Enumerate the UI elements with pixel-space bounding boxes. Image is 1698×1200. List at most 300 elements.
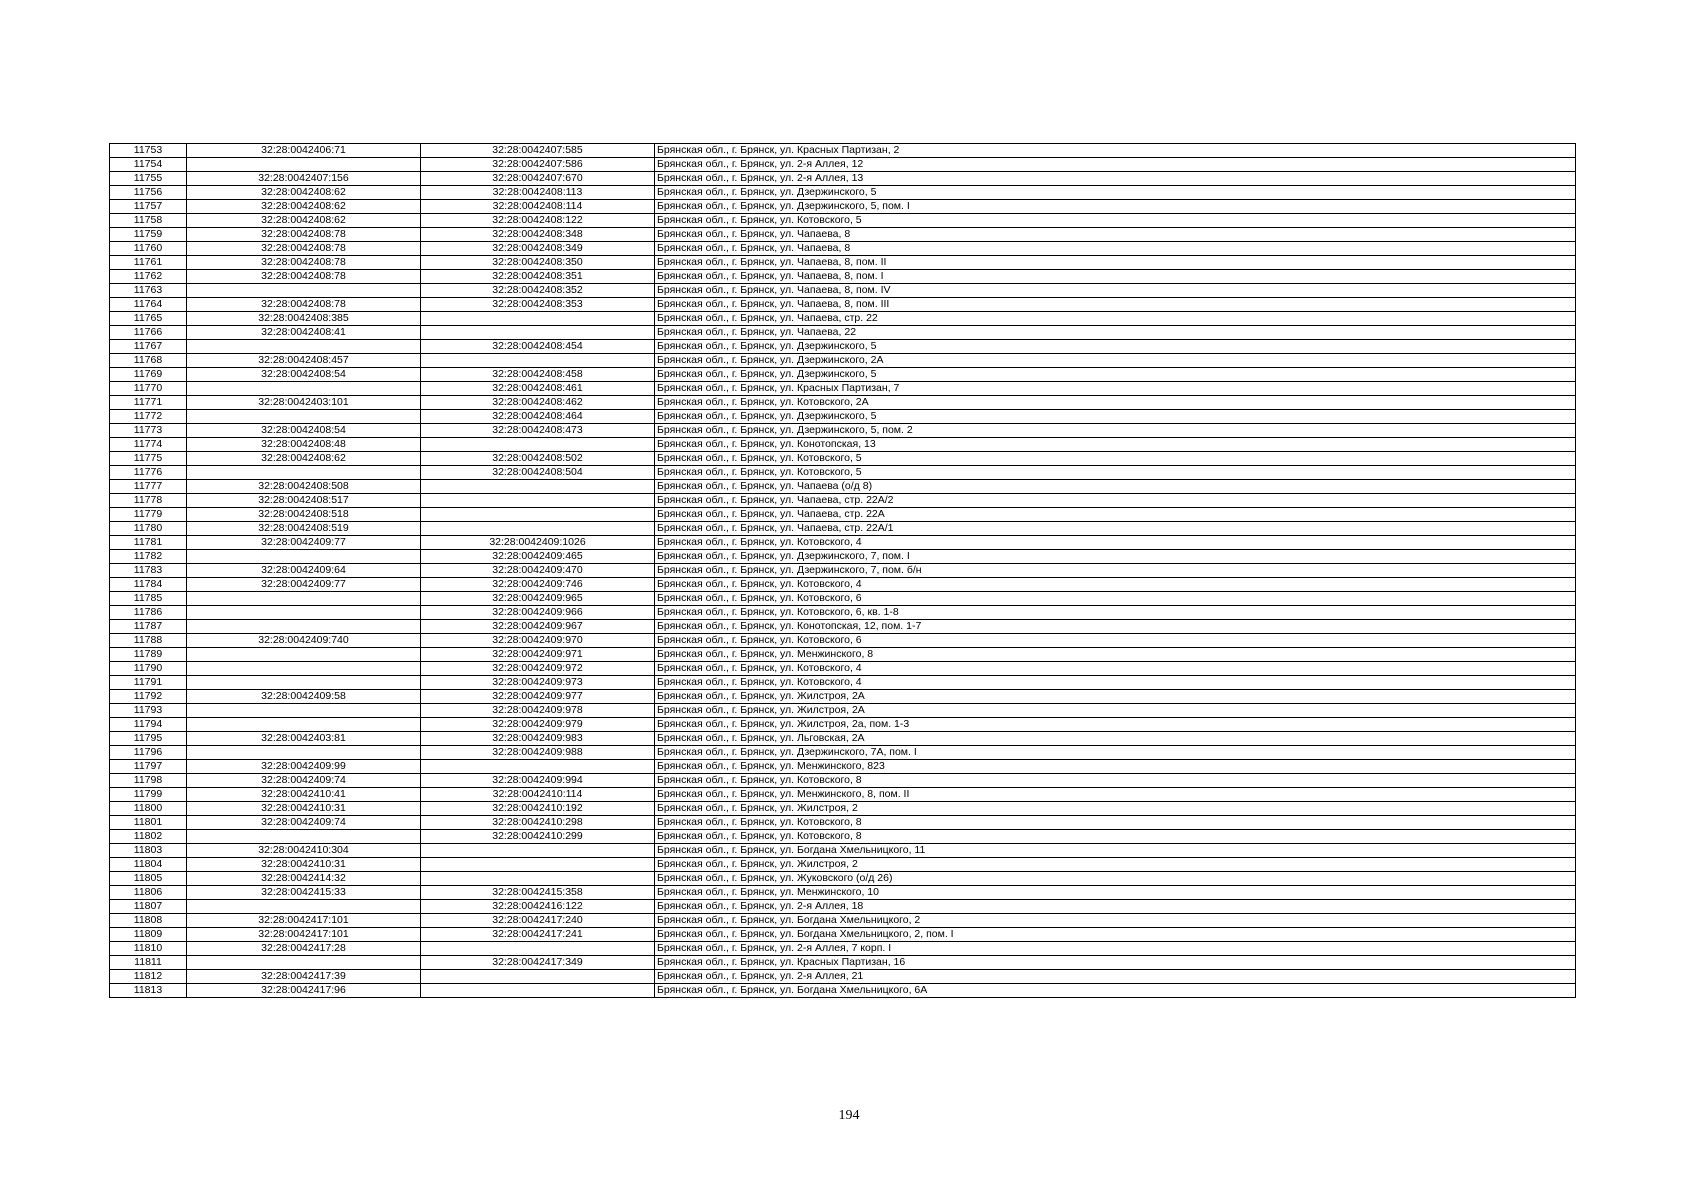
table-row bbox=[110, 466, 1576, 480]
parcel-number-cell: 32:28:0042410:31 bbox=[187, 802, 421, 816]
row-number-cell: 11791 bbox=[110, 676, 187, 690]
table-row bbox=[110, 550, 1576, 564]
parcel-number-cell: 32:28:0042409:740 bbox=[187, 634, 421, 648]
parcel-number-cell bbox=[187, 746, 421, 760]
building-number-cell bbox=[421, 970, 655, 984]
table-row bbox=[110, 522, 1576, 536]
address-cell: Брянская обл., г. Брянск, ул. Менжинского, 8 bbox=[655, 648, 1576, 662]
building-number-cell: 32:28:0042409:988 bbox=[421, 746, 655, 760]
row-number-cell: 11773 bbox=[110, 424, 187, 438]
parcel-number-cell: 32:28:0042403:101 bbox=[187, 396, 421, 410]
table-row bbox=[110, 312, 1576, 326]
address-cell: Брянская обл., г. Брянск, ул. Котовского, 4 bbox=[655, 676, 1576, 690]
parcel-number-cell: 32:28:0042409:58 bbox=[187, 690, 421, 704]
row-number-cell: 11777 bbox=[110, 480, 187, 494]
row-number-cell: 11787 bbox=[110, 620, 187, 634]
table-row bbox=[110, 452, 1576, 466]
table-row bbox=[110, 788, 1576, 802]
address-cell: Брянская обл., г. Брянск, ул. Дзержинского, 7, пом. б/н bbox=[655, 564, 1576, 578]
row-number-cell: 11807 bbox=[110, 900, 187, 914]
row-number-cell: 11813 bbox=[110, 984, 187, 998]
table-row bbox=[110, 326, 1576, 340]
row-number-cell: 11802 bbox=[110, 830, 187, 844]
parcel-number-cell bbox=[187, 704, 421, 718]
parcel-number-cell bbox=[187, 830, 421, 844]
building-number-cell: 32:28:0042408:353 bbox=[421, 298, 655, 312]
address-cell: Брянская обл., г. Брянск, ул. Чапаева, 8 bbox=[655, 242, 1576, 256]
row-number-cell: 11767 bbox=[110, 340, 187, 354]
address-cell: Брянская обл., г. Брянск, ул. Жилстроя, 2а, пом. 1-3 bbox=[655, 718, 1576, 732]
table-row bbox=[110, 438, 1576, 452]
building-number-cell: 32:28:0042407:670 bbox=[421, 172, 655, 186]
row-number-cell: 11763 bbox=[110, 284, 187, 298]
table-body bbox=[110, 144, 1576, 998]
table-row bbox=[110, 200, 1576, 214]
address-cell: Брянская обл., г. Брянск, ул. Котовского, 4 bbox=[655, 578, 1576, 592]
parcel-number-cell: 32:28:0042408:62 bbox=[187, 200, 421, 214]
table-row bbox=[110, 592, 1576, 606]
building-number-cell: 32:28:0042407:585 bbox=[421, 144, 655, 158]
parcel-number-cell: 32:28:0042408:62 bbox=[187, 186, 421, 200]
table-row bbox=[110, 494, 1576, 508]
table-row bbox=[110, 186, 1576, 200]
row-number-cell: 11756 bbox=[110, 186, 187, 200]
row-number-cell: 11805 bbox=[110, 872, 187, 886]
row-number-cell: 11755 bbox=[110, 172, 187, 186]
row-number-cell: 11808 bbox=[110, 914, 187, 928]
parcel-number-cell bbox=[187, 340, 421, 354]
building-number-cell: 32:28:0042408:350 bbox=[421, 256, 655, 270]
address-cell: Брянская обл., г. Брянск, ул. Жилстроя, 2А bbox=[655, 704, 1576, 718]
row-number-cell: 11792 bbox=[110, 690, 187, 704]
parcel-number-cell: 32:28:0042417:96 bbox=[187, 984, 421, 998]
address-cell: Брянская обл., г. Брянск, ул. Чапаева, 8, пом. I bbox=[655, 270, 1576, 284]
parcel-number-cell: 32:28:0042409:74 bbox=[187, 774, 421, 788]
row-number-cell: 11780 bbox=[110, 522, 187, 536]
address-cell: Брянская обл., г. Брянск, ул. 2-я Аллея, 13 bbox=[655, 172, 1576, 186]
table-row bbox=[110, 718, 1576, 732]
building-number-cell: 32:28:0042409:465 bbox=[421, 550, 655, 564]
address-cell: Брянская обл., г. Брянск, ул. Чапаева, стр. 22 bbox=[655, 312, 1576, 326]
address-cell: Брянская обл., г. Брянск, ул. Котовского, 5 bbox=[655, 466, 1576, 480]
row-number-cell: 11779 bbox=[110, 508, 187, 522]
row-number-cell: 11768 bbox=[110, 354, 187, 368]
parcel-number-cell: 32:28:0042406:71 bbox=[187, 144, 421, 158]
table-row bbox=[110, 620, 1576, 634]
table-row bbox=[110, 690, 1576, 704]
parcel-number-cell: 32:28:0042409:74 bbox=[187, 816, 421, 830]
table-row bbox=[110, 872, 1576, 886]
table-row bbox=[110, 340, 1576, 354]
table-row bbox=[110, 844, 1576, 858]
row-number-cell: 11809 bbox=[110, 928, 187, 942]
building-number-cell: 32:28:0042409:967 bbox=[421, 620, 655, 634]
row-number-cell: 11778 bbox=[110, 494, 187, 508]
address-cell: Брянская обл., г. Брянск, ул. Богдана Хмельницкого, 2, пом. I bbox=[655, 928, 1576, 942]
table-row bbox=[110, 774, 1576, 788]
parcel-number-cell: 32:28:0042417:101 bbox=[187, 914, 421, 928]
address-cell: Брянская обл., г. Брянск, ул. Котовского, 4 bbox=[655, 662, 1576, 676]
table-row bbox=[110, 900, 1576, 914]
building-number-cell: 32:28:0042408:349 bbox=[421, 242, 655, 256]
parcel-number-cell: 32:28:0042408:385 bbox=[187, 312, 421, 326]
parcel-number-cell: 32:28:0042408:78 bbox=[187, 228, 421, 242]
address-cell: Брянская обл., г. Брянск, ул. 2-я Аллея, 18 bbox=[655, 900, 1576, 914]
parcel-number-cell: 32:28:0042409:77 bbox=[187, 578, 421, 592]
building-number-cell bbox=[421, 312, 655, 326]
address-cell: Брянская обл., г. Брянск, ул. 2-я Аллея, 21 bbox=[655, 970, 1576, 984]
table-row bbox=[110, 172, 1576, 186]
address-cell: Брянская обл., г. Брянск, ул. Жилстроя, 2А bbox=[655, 690, 1576, 704]
table-row bbox=[110, 886, 1576, 900]
parcel-number-cell bbox=[187, 466, 421, 480]
row-number-cell: 11803 bbox=[110, 844, 187, 858]
row-number-cell: 11758 bbox=[110, 214, 187, 228]
building-number-cell bbox=[421, 326, 655, 340]
building-number-cell: 32:28:0042407:586 bbox=[421, 158, 655, 172]
row-number-cell: 11798 bbox=[110, 774, 187, 788]
parcel-number-cell: 32:28:0042408:519 bbox=[187, 522, 421, 536]
row-number-cell: 11759 bbox=[110, 228, 187, 242]
parcel-number-cell bbox=[187, 382, 421, 396]
row-number-cell: 11795 bbox=[110, 732, 187, 746]
row-number-cell: 11776 bbox=[110, 466, 187, 480]
table-row bbox=[110, 634, 1576, 648]
building-number-cell: 32:28:0042408:122 bbox=[421, 214, 655, 228]
table-row bbox=[110, 354, 1576, 368]
table-row bbox=[110, 564, 1576, 578]
row-number-cell: 11765 bbox=[110, 312, 187, 326]
row-number-cell: 11797 bbox=[110, 760, 187, 774]
address-cell: Брянская обл., г. Брянск, ул. Дзержинского, 5 bbox=[655, 186, 1576, 200]
row-number-cell: 11786 bbox=[110, 606, 187, 620]
row-number-cell: 11771 bbox=[110, 396, 187, 410]
building-number-cell: 32:28:0042417:240 bbox=[421, 914, 655, 928]
address-cell: Брянская обл., г. Брянск, ул. Менжинского, 10 bbox=[655, 886, 1576, 900]
row-number-cell: 11775 bbox=[110, 452, 187, 466]
table-row bbox=[110, 704, 1576, 718]
address-cell: Брянская обл., г. Брянск, ул. Котовского, 4 bbox=[655, 536, 1576, 550]
row-number-cell: 11754 bbox=[110, 158, 187, 172]
table-row bbox=[110, 480, 1576, 494]
row-number-cell: 11806 bbox=[110, 886, 187, 900]
address-cell: Брянская обл., г. Брянск, ул. Чапаева, стр. 22А/1 bbox=[655, 522, 1576, 536]
table-row bbox=[110, 536, 1576, 550]
parcel-number-cell: 32:28:0042409:64 bbox=[187, 564, 421, 578]
address-cell: Брянская обл., г. Брянск, ул. Жуковского (о/д 26) bbox=[655, 872, 1576, 886]
building-number-cell: 32:28:0042408:504 bbox=[421, 466, 655, 480]
parcel-number-cell: 32:28:0042417:28 bbox=[187, 942, 421, 956]
building-number-cell: 32:28:0042409:970 bbox=[421, 634, 655, 648]
parcel-number-cell bbox=[187, 900, 421, 914]
table-row bbox=[110, 144, 1576, 158]
parcel-number-cell: 32:28:0042408:517 bbox=[187, 494, 421, 508]
address-cell: Брянская обл., г. Брянск, ул. Жилстроя, 2 bbox=[655, 858, 1576, 872]
address-cell: Брянская обл., г. Брянск, ул. Чапаева, стр. 22А bbox=[655, 508, 1576, 522]
parcel-number-cell: 32:28:0042408:78 bbox=[187, 270, 421, 284]
address-cell: Брянская обл., г. Брянск, ул. Котовского, 2А bbox=[655, 396, 1576, 410]
parcel-number-cell: 32:28:0042408:457 bbox=[187, 354, 421, 368]
address-cell: Брянская обл., г. Брянск, ул. Дзержинского, 7А, пом. I bbox=[655, 746, 1576, 760]
parcel-number-cell bbox=[187, 648, 421, 662]
parcel-number-cell bbox=[187, 662, 421, 676]
address-cell: Брянская обл., г. Брянск, ул. Котовского, 6 bbox=[655, 592, 1576, 606]
parcel-number-cell: 32:28:0042408:78 bbox=[187, 242, 421, 256]
building-number-cell: 32:28:0042416:122 bbox=[421, 900, 655, 914]
parcel-number-cell bbox=[187, 410, 421, 424]
address-cell: Брянская обл., г. Брянск, ул. Конотопская, 12, пом. 1-7 bbox=[655, 620, 1576, 634]
row-number-cell: 11785 bbox=[110, 592, 187, 606]
parcel-number-cell bbox=[187, 676, 421, 690]
row-number-cell: 11804 bbox=[110, 858, 187, 872]
building-number-cell: 32:28:0042410:192 bbox=[421, 802, 655, 816]
building-number-cell bbox=[421, 480, 655, 494]
table-row bbox=[110, 256, 1576, 270]
building-number-cell bbox=[421, 508, 655, 522]
address-cell: Брянская обл., г. Брянск, ул. Менжинского, 823 bbox=[655, 760, 1576, 774]
parcel-number-cell: 32:28:0042408:54 bbox=[187, 424, 421, 438]
address-cell: Брянская обл., г. Брянск, ул. Чапаева, 8, пом. IV bbox=[655, 284, 1576, 298]
table-row bbox=[110, 970, 1576, 984]
building-number-cell: 32:28:0042409:977 bbox=[421, 690, 655, 704]
building-number-cell: 32:28:0042408:461 bbox=[421, 382, 655, 396]
building-number-cell: 32:28:0042408:352 bbox=[421, 284, 655, 298]
row-number-cell: 11774 bbox=[110, 438, 187, 452]
building-number-cell: 32:28:0042408:348 bbox=[421, 228, 655, 242]
building-number-cell: 32:28:0042409:966 bbox=[421, 606, 655, 620]
building-number-cell: 32:28:0042409:972 bbox=[421, 662, 655, 676]
building-number-cell: 32:28:0042409:1026 bbox=[421, 536, 655, 550]
row-number-cell: 11760 bbox=[110, 242, 187, 256]
building-number-cell bbox=[421, 942, 655, 956]
parcel-number-cell: 32:28:0042408:62 bbox=[187, 214, 421, 228]
building-number-cell: 32:28:0042409:994 bbox=[421, 774, 655, 788]
building-number-cell: 32:28:0042408:473 bbox=[421, 424, 655, 438]
table-row bbox=[110, 956, 1576, 970]
parcel-number-cell: 32:28:0042408:41 bbox=[187, 326, 421, 340]
table-row bbox=[110, 396, 1576, 410]
table-row bbox=[110, 410, 1576, 424]
table-row bbox=[110, 676, 1576, 690]
building-number-cell: 32:28:0042410:299 bbox=[421, 830, 655, 844]
address-cell: Брянская обл., г. Брянск, ул. Котовского, 8 bbox=[655, 830, 1576, 844]
building-number-cell: 32:28:0042409:973 bbox=[421, 676, 655, 690]
building-number-cell bbox=[421, 984, 655, 998]
building-number-cell: 32:28:0042408:114 bbox=[421, 200, 655, 214]
address-cell: Брянская обл., г. Брянск, ул. Богдана Хмельницкого, 11 bbox=[655, 844, 1576, 858]
address-cell: Брянская обл., г. Брянск, ул. 2-я Аллея, 7 корп. I bbox=[655, 942, 1576, 956]
address-cell: Брянская обл., г. Брянск, ул. Чапаева, 8, пом. III bbox=[655, 298, 1576, 312]
parcel-number-cell: 32:28:0042410:304 bbox=[187, 844, 421, 858]
row-number-cell: 11753 bbox=[110, 144, 187, 158]
parcel-number-cell: 32:28:0042408:78 bbox=[187, 256, 421, 270]
parcel-number-cell: 32:28:0042408:78 bbox=[187, 298, 421, 312]
building-number-cell: 32:28:0042417:241 bbox=[421, 928, 655, 942]
parcel-number-cell bbox=[187, 620, 421, 634]
building-number-cell: 32:28:0042409:978 bbox=[421, 704, 655, 718]
address-cell: Брянская обл., г. Брянск, ул. Котовского, 5 bbox=[655, 452, 1576, 466]
table-row bbox=[110, 760, 1576, 774]
table-row bbox=[110, 284, 1576, 298]
address-cell: Брянская обл., г. Брянск, ул. Дзержинского, 5 bbox=[655, 340, 1576, 354]
address-cell: Брянская обл., г. Брянск, ул. Чапаева (о/д 8) bbox=[655, 480, 1576, 494]
table-row bbox=[110, 984, 1576, 998]
address-cell: Брянская обл., г. Брянск, ул. Чапаева, 8, пом. II bbox=[655, 256, 1576, 270]
address-cell: Брянская обл., г. Брянск, ул. Дзержинского, 5 bbox=[655, 410, 1576, 424]
parcel-number-cell: 32:28:0042410:41 bbox=[187, 788, 421, 802]
address-cell: Брянская обл., г. Брянск, ул. Дзержинского, 5, пом. 2 bbox=[655, 424, 1576, 438]
building-number-cell: 32:28:0042410:114 bbox=[421, 788, 655, 802]
address-cell: Брянская обл., г. Брянск, ул. Менжинского, 8, пом. II bbox=[655, 788, 1576, 802]
parcel-number-cell bbox=[187, 284, 421, 298]
table-row bbox=[110, 858, 1576, 872]
table-row bbox=[110, 270, 1576, 284]
table-row bbox=[110, 382, 1576, 396]
table-row bbox=[110, 368, 1576, 382]
table-row bbox=[110, 746, 1576, 760]
address-cell: Брянская обл., г. Брянск, ул. Красных Партизан, 16 bbox=[655, 956, 1576, 970]
table-row bbox=[110, 158, 1576, 172]
row-number-cell: 11781 bbox=[110, 536, 187, 550]
parcel-number-cell: 32:28:0042408:62 bbox=[187, 452, 421, 466]
table-row bbox=[110, 732, 1576, 746]
building-number-cell: 32:28:0042410:298 bbox=[421, 816, 655, 830]
row-number-cell: 11789 bbox=[110, 648, 187, 662]
building-number-cell: 32:28:0042415:358 bbox=[421, 886, 655, 900]
building-number-cell: 32:28:0042408:464 bbox=[421, 410, 655, 424]
parcel-number-cell: 32:28:0042409:99 bbox=[187, 760, 421, 774]
building-number-cell bbox=[421, 858, 655, 872]
row-number-cell: 11800 bbox=[110, 802, 187, 816]
address-cell: Брянская обл., г. Брянск, ул. Дзержинского, 2А bbox=[655, 354, 1576, 368]
address-cell: Брянская обл., г. Брянск, ул. Чапаева, стр. 22А/2 bbox=[655, 494, 1576, 508]
row-number-cell: 11769 bbox=[110, 368, 187, 382]
address-cell: Брянская обл., г. Брянск, ул. Дзержинского, 5 bbox=[655, 368, 1576, 382]
parcel-number-cell: 32:28:0042408:54 bbox=[187, 368, 421, 382]
table-row bbox=[110, 578, 1576, 592]
address-cell: Брянская обл., г. Брянск, ул. Льговская, 2А bbox=[655, 732, 1576, 746]
building-number-cell: 32:28:0042408:454 bbox=[421, 340, 655, 354]
document-table bbox=[109, 143, 1576, 998]
row-number-cell: 11801 bbox=[110, 816, 187, 830]
table-row bbox=[110, 242, 1576, 256]
parcel-number-cell: 32:28:0042414:32 bbox=[187, 872, 421, 886]
table-row bbox=[110, 802, 1576, 816]
building-number-cell: 32:28:0042417:349 bbox=[421, 956, 655, 970]
parcel-number-cell bbox=[187, 606, 421, 620]
parcel-number-cell bbox=[187, 718, 421, 732]
row-number-cell: 11812 bbox=[110, 970, 187, 984]
table-row bbox=[110, 606, 1576, 620]
parcel-number-cell: 32:28:0042407:156 bbox=[187, 172, 421, 186]
building-number-cell bbox=[421, 522, 655, 536]
parcel-number-cell: 32:28:0042409:77 bbox=[187, 536, 421, 550]
building-number-cell bbox=[421, 438, 655, 452]
table-row bbox=[110, 214, 1576, 228]
building-number-cell bbox=[421, 354, 655, 368]
table-row bbox=[110, 228, 1576, 242]
row-number-cell: 11766 bbox=[110, 326, 187, 340]
table-row bbox=[110, 928, 1576, 942]
building-number-cell bbox=[421, 760, 655, 774]
building-number-cell bbox=[421, 844, 655, 858]
parcel-number-cell bbox=[187, 592, 421, 606]
row-number-cell: 11794 bbox=[110, 718, 187, 732]
row-number-cell: 11761 bbox=[110, 256, 187, 270]
building-number-cell: 32:28:0042408:458 bbox=[421, 368, 655, 382]
parcel-number-cell: 32:28:0042408:48 bbox=[187, 438, 421, 452]
building-number-cell: 32:28:0042408:113 bbox=[421, 186, 655, 200]
table-row bbox=[110, 816, 1576, 830]
address-cell: Брянская обл., г. Брянск, ул. Котовского, 6 bbox=[655, 634, 1576, 648]
parcel-number-cell: 32:28:0042403:81 bbox=[187, 732, 421, 746]
parcel-number-cell: 32:28:0042417:39 bbox=[187, 970, 421, 984]
row-number-cell: 11784 bbox=[110, 578, 187, 592]
parcel-number-cell: 32:28:0042417:101 bbox=[187, 928, 421, 942]
building-number-cell: 32:28:0042409:965 bbox=[421, 592, 655, 606]
building-number-cell bbox=[421, 494, 655, 508]
address-cell: Брянская обл., г. Брянск, ул. Дзержинского, 5, пом. I bbox=[655, 200, 1576, 214]
parcel-number-cell: 32:28:0042410:31 bbox=[187, 858, 421, 872]
table-row bbox=[110, 662, 1576, 676]
address-cell: Брянская обл., г. Брянск, ул. Богдана Хмельницкого, 2 bbox=[655, 914, 1576, 928]
address-cell: Брянская обл., г. Брянск, ул. Дзержинского, 7, пом. I bbox=[655, 550, 1576, 564]
building-number-cell: 32:28:0042409:971 bbox=[421, 648, 655, 662]
row-number-cell: 11762 bbox=[110, 270, 187, 284]
address-cell: Брянская обл., г. Брянск, ул. Котовского, 8 bbox=[655, 816, 1576, 830]
address-cell: Брянская обл., г. Брянск, ул. Котовского, 6, кв. 1-8 bbox=[655, 606, 1576, 620]
address-cell: Брянская обл., г. Брянск, ул. Чапаева, 22 bbox=[655, 326, 1576, 340]
parcel-number-cell: 32:28:0042408:518 bbox=[187, 508, 421, 522]
row-number-cell: 11790 bbox=[110, 662, 187, 676]
building-number-cell: 32:28:0042408:351 bbox=[421, 270, 655, 284]
table-row bbox=[110, 942, 1576, 956]
parcel-number-cell: 32:28:0042408:508 bbox=[187, 480, 421, 494]
building-number-cell: 32:28:0042409:746 bbox=[421, 578, 655, 592]
row-number-cell: 11799 bbox=[110, 788, 187, 802]
building-number-cell: 32:28:0042408:462 bbox=[421, 396, 655, 410]
row-number-cell: 11793 bbox=[110, 704, 187, 718]
building-number-cell: 32:28:0042408:502 bbox=[421, 452, 655, 466]
building-number-cell: 32:28:0042409:470 bbox=[421, 564, 655, 578]
row-number-cell: 11757 bbox=[110, 200, 187, 214]
table-row bbox=[110, 648, 1576, 662]
parcel-number-cell bbox=[187, 158, 421, 172]
address-cell: Брянская обл., г. Брянск, ул. Котовского, 8 bbox=[655, 774, 1576, 788]
address-cell: Брянская обл., г. Брянск, ул. Жилстроя, 2 bbox=[655, 802, 1576, 816]
table-row bbox=[110, 914, 1576, 928]
address-cell: Брянская обл., г. Брянск, ул. 2-я Аллея, 12 bbox=[655, 158, 1576, 172]
row-number-cell: 11782 bbox=[110, 550, 187, 564]
table-row bbox=[110, 424, 1576, 438]
parcel-number-cell bbox=[187, 550, 421, 564]
row-number-cell: 11772 bbox=[110, 410, 187, 424]
building-number-cell: 32:28:0042409:979 bbox=[421, 718, 655, 732]
building-number-cell bbox=[421, 872, 655, 886]
table-row bbox=[110, 830, 1576, 844]
address-cell: Брянская обл., г. Брянск, ул. Котовского, 5 bbox=[655, 214, 1576, 228]
address-cell: Брянская обл., г. Брянск, ул. Красных Партизан, 7 bbox=[655, 382, 1576, 396]
row-number-cell: 11811 bbox=[110, 956, 187, 970]
row-number-cell: 11764 bbox=[110, 298, 187, 312]
page-number: 194 bbox=[838, 1108, 860, 1123]
parcel-number-cell: 32:28:0042415:33 bbox=[187, 886, 421, 900]
row-number-cell: 11788 bbox=[110, 634, 187, 648]
address-cell: Брянская обл., г. Брянск, ул. Конотопская, 13 bbox=[655, 438, 1576, 452]
table-row bbox=[110, 298, 1576, 312]
row-number-cell: 11770 bbox=[110, 382, 187, 396]
address-cell: Брянская обл., г. Брянск, ул. Чапаева, 8 bbox=[655, 228, 1576, 242]
